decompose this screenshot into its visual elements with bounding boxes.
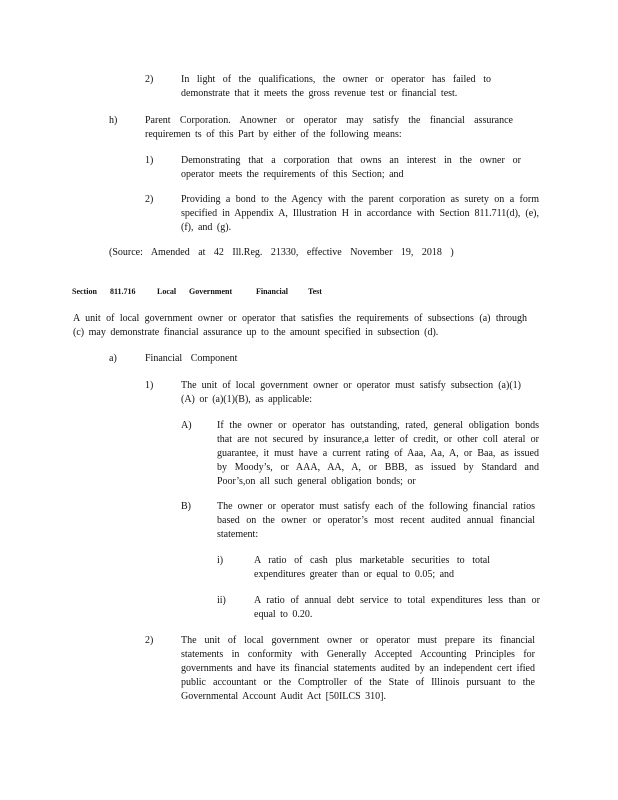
item-text-B: The owner or operator must satisfy each of the following financial ratios based on the owner or operator’s most recent audited annual financial statement: (217, 501, 535, 540)
section-heading-word: Financial (256, 287, 289, 296)
item-label-B: B) (181, 501, 191, 512)
section-heading (72, 287, 332, 296)
section-heading-number: 811.716 (110, 287, 136, 296)
source-note: (Source: Amended at 42 Ill.Reg. 21330, effective November 19, 2018 ) (109, 247, 454, 258)
section-heading-word: Local (157, 287, 177, 296)
section-intro: A unit of local government owner or operator that satisfies the requirements of subsections (a) through (c) may demonstrate financial assurance up to the amount specified in subsection (d). (73, 313, 527, 338)
item-label-a1: 1) (145, 380, 154, 391)
item-label-A: A) (181, 420, 192, 431)
item-label-h: h) (109, 115, 118, 126)
item-text-2: In light of the qualifications, the owner or operator has failed to demonstrate that it meets the gross revenue test or financial test. (181, 74, 491, 99)
item-label-h2: 2) (145, 194, 154, 205)
item-text-i: A ratio of cash plus marketable securities to total expenditures greater than or equal to 0.05; and (254, 555, 490, 580)
item-title-a: Financial Component (145, 353, 238, 364)
item-text-a1: The unit of local government owner or operator must satisfy subsection (a)(1)(A) or (a)(1)(B), as applicable: (181, 380, 521, 405)
section-heading-word: Section (72, 287, 97, 296)
item-label-2: 2) (145, 74, 154, 85)
item-text-h2: Providing a bond to the Agency with the parent corporation as surety on a form specified in Appendix A, Illustration H in accordance with Section 811.711(d), (e), (f), and (g). (181, 194, 539, 233)
item-text-a2: The unit of local government owner or operator must prepare its financial statements in conformity with Generally Accepted Accounting Principles for governments and have its financial statements audited by an independent cert ified public accountant or the Comptroller of the State of Illinois pursuant to the Governmental Account Audit Act [50ILCS 310]. (181, 635, 535, 702)
item-label-ii: ii) (217, 595, 226, 606)
section-heading-word: Government (189, 287, 233, 296)
item-text-A: If the owner or operator has outstanding, rated, general obligation bonds that are not secured by insurance,a letter of credit, or other coll ateral or guarantee, it must have a current rating of Aaa, Aa, A, or Baa, as issued by Moody’s, or AAA, AA, A, or BBB, as issued by Standard and Poor’s,on all such general obligation bonds; or (217, 420, 539, 487)
section-heading-word: Test (308, 287, 322, 296)
item-text-h1: Demonstrating that a corporation that owns an interest in the owner or operator meets the requirements of this Section; and (181, 155, 521, 180)
item-text-h: Parent Corporation. Anowner or operator may satisfy the financial assurance requiremen ts of this Part by either of the following means: (145, 115, 513, 140)
item-text-ii: A ratio of annual debt service to total expenditures less than or equal to 0.20. (254, 595, 540, 620)
item-label-h1: 1) (145, 155, 154, 166)
item-label-a2: 2) (145, 635, 154, 646)
item-label-a: a) (109, 353, 117, 364)
item-label-i: i) (217, 555, 224, 566)
